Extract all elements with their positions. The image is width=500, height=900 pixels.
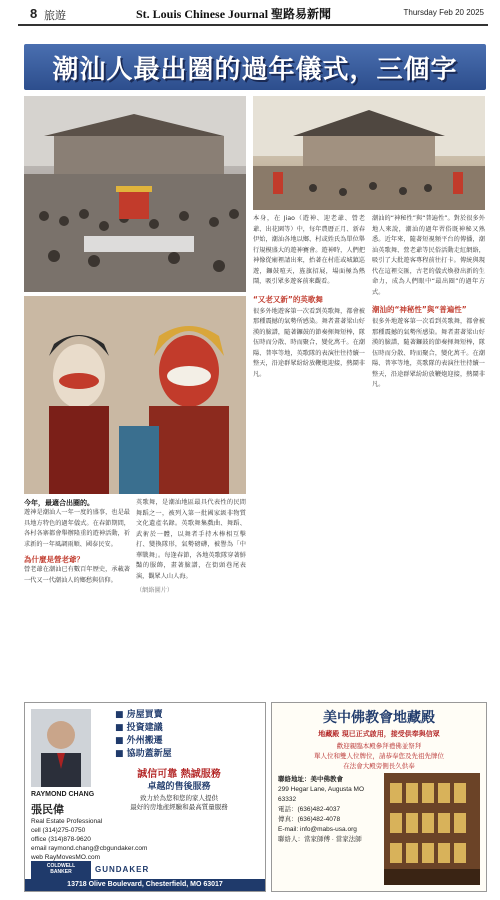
article-text-c: 潮汕的“神秘性”與“普遍性”。對於很多外地人來說，潮汕的過年習俗既神秘又熟悉。近年來，隨著短視頻平台的傳播，潮汕英歌舞、營老爺等民俗活動走紅網絡，吸引了大批遊客專程前往打卡。傳統與現代在這裡交匯，古老的儀式煥發出新的生命力，成為人們眼中“最出圈”的過年方式。 (372, 215, 485, 296)
service-item: ■ 協助蓋新屋 (115, 749, 172, 759)
agent-website[interactable]: web RayMovesMO.com (31, 854, 100, 861)
agent-email[interactable]: email raymond.chang@cbgundaker.com (31, 845, 148, 852)
photo-temple-plaza (253, 96, 485, 210)
headline: 潮汕人最出圈的過年儀式，三個字 (52, 54, 458, 85)
article-text-d: 很多外地遊客第一次看到英歌舞，都會被那種震撼的氣勢所感染。舞者畫著梁山好漢的臉譜，隨著鑼鼓的節奏揮舞短棒，隊伍時而分散、時而聚合，變化萬千。在潮陽、普寧等地，英歌隊的表演往往持續一整天，沿途群眾紛紛放鞭炮迎接，熱鬧非凡。 (253, 307, 365, 378)
article-text-a: 本身，在 Jiao（遊神、迎老爺、營老爺、出花園等）中，每年農曆正月、新春伊始，潮汕各地以鄉、村或姓氏為單位舉行規模盛大的遊神賽會。遊神時，人們把神像從廟裡請出來，抬著在村莊或城鎮巡遊，鑼鼓喧天，旌旗招展，場面極為熱鬧，吸引眾多遊客前來觀看。 (253, 215, 365, 285)
agent-name-en: RAYMOND CHANG (31, 791, 95, 798)
tagline-2: 最好的房地產經驗和最高質量服務 (130, 803, 228, 811)
article-text-b: 英歌舞，是潮汕地區最具代表性的民間舞蹈之一，被列入第一批國家級非物質文化遺產名錄。英歌舞集戲曲、舞蹈、武術於一體，以舞者手持木棒相互擊打、變換隊形，氣勢磅礴，被譽為「中華戰舞」。每逢春節，各地英歌隊穿著鮮豔的服飾，畫著臉譜，在街頭巷尾表演，觀眾人山人海。 (136, 499, 246, 580)
service-item: ■ 房屋買賣 (115, 710, 163, 720)
caption-subheading: 為什麼是營老爺？ (24, 555, 84, 564)
service-item: ■ 外州搬遷 (115, 736, 163, 746)
caption-body-2: 營老爺在潮汕已有數百年歷史，承載著一代又一代潮汕人的鄉愁與信仰。 (24, 566, 130, 584)
brokerage-name: GUNDAKER (95, 865, 150, 874)
agent-name-zh: 張民偉 (31, 803, 64, 816)
memorial-shelves-illustration (384, 773, 480, 885)
section-name: 旅遊 (44, 9, 66, 22)
article-text-c2: 很多外地遊客第一次看到英歌舞，都會被那種震撼的氣勢所感染。舞者畫著梁山好漢的臉譜，隨著鑼鼓的節奏揮舞短棒，隊伍時而分散、時而聚合，變化萬千。在潮陽、普寧等地，英歌隊的表演往往持續一整天，沿途群眾紛紛放鞭炮迎接，熱鬧非凡。 (372, 318, 485, 388)
temple-contact-person: 聯絡人：當家師傅 · 當家法師 (278, 836, 362, 843)
temple-contact (278, 775, 378, 845)
office-address: 13718 Olive Boulevard, Chesterfield, MO 63017 (25, 879, 265, 891)
brokerage-logo: COLDWELL BANKER (31, 861, 91, 879)
subheading-mystery: 潮汕的“神秘性”與“普遍性” (372, 305, 467, 314)
page-header (18, 0, 488, 28)
subheading-yingge: “又老又新”的英歌舞 (253, 294, 323, 304)
memorial-hall-photo (384, 773, 480, 885)
page-number: 8 (30, 6, 38, 21)
agent-portrait-icon (31, 709, 91, 787)
agent-contact (31, 817, 181, 862)
article-column-c (372, 214, 485, 698)
article-column-b (136, 498, 246, 698)
agent-photo (31, 709, 91, 787)
caption-body: 遊神是潮汕人一年一度的盛事，也是最具地方特色的過年儀式。在春節期間，各村各寨都會舉辦隆重的遊神活動，祈求新的一年風調雨順、國泰民安。 (24, 509, 130, 548)
slogan-2: 卓越的售後服務 (147, 782, 211, 792)
header-rule (18, 24, 488, 26)
temple-title: 美中佛教會地藏殿 (323, 710, 435, 726)
temple-address-label: 聯絡地址：美中佛教會 (278, 776, 343, 783)
temple-subtitle: 地藏殿 現已正式啟用，接受供奉與信眾 (318, 730, 440, 738)
tagline-1: 致力於為您和您的家人提供 (140, 794, 218, 802)
temple-line-2: 單人位和雙人位牌位，請恭奉您及先祖先牌位 (314, 752, 444, 760)
realtor-advertisement[interactable] (24, 702, 266, 892)
temple-email[interactable]: E-mail: info@mabs-usa.org (278, 826, 357, 833)
masthead: St. Louis Chinese Journal 聖路易新聞 (136, 7, 332, 21)
caption-column (24, 498, 130, 698)
agent-cell[interactable]: cell (314)275-0750 (31, 827, 86, 834)
temple-line-3: 在法會大殿旁側長久供奉 (343, 762, 415, 770)
agent-title: Real Estate Professional (31, 818, 103, 825)
temple-line-1: 歡迎親臨本殿參拜禮佛並祭拜 (336, 742, 422, 750)
issue-date: Thursday Feb 20 2025 (403, 8, 484, 17)
temple-fax: 傳真：(636)482-4078 (278, 816, 341, 823)
opera-masks-illustration (24, 296, 246, 494)
service-list (115, 709, 255, 761)
headline-banner (24, 44, 486, 90)
caption-heading: 今年，最適合出圈的。 (24, 499, 94, 507)
procession-illustration (24, 96, 246, 292)
slogan-1: 誠信可靠 熱誠服務 (137, 769, 221, 780)
article-column-a (253, 214, 365, 698)
service-item: ■ 投資建議 (115, 723, 163, 733)
temple-advertisement[interactable] (271, 702, 487, 892)
temple-tel[interactable]: 電話：(636)482-4037 (278, 806, 341, 813)
agent-office[interactable]: office (314)878-9620 (31, 836, 91, 843)
temple-illustration (253, 96, 485, 210)
photo-opera-performers (24, 296, 246, 494)
temple-address: 299 Hegar Lane, Augusta MO 63332 (278, 786, 365, 803)
photo-procession-crowd (24, 96, 246, 292)
photo-credit: （網絡圖片） (136, 587, 174, 594)
